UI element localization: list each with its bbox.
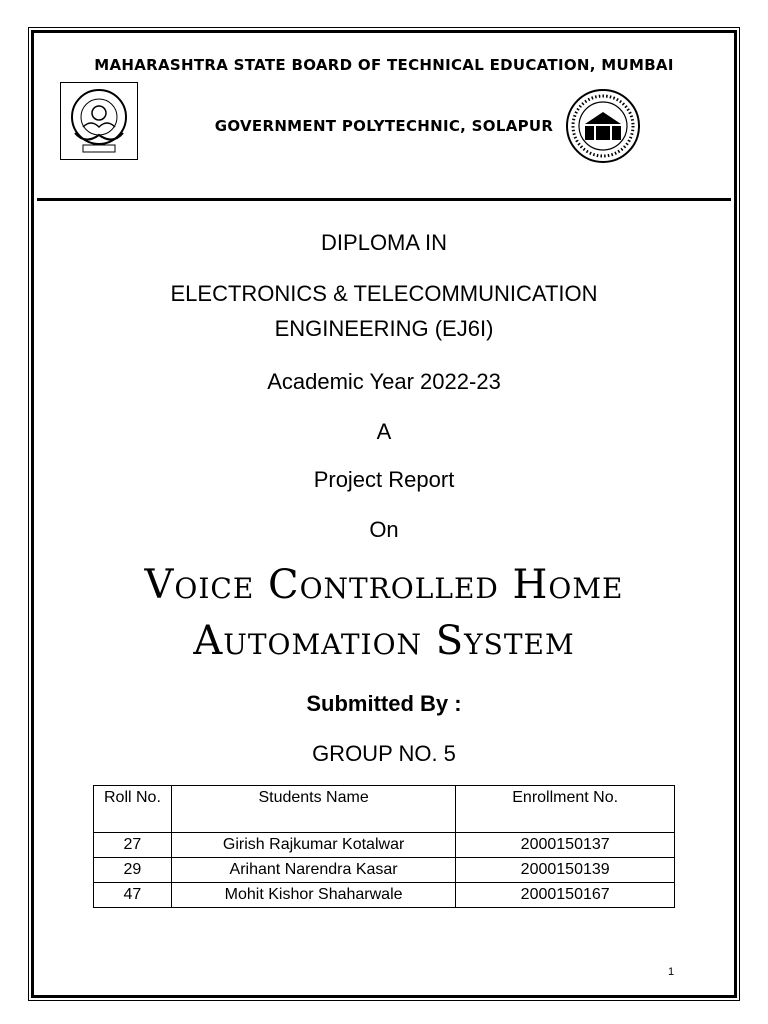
roll-no: 29 xyxy=(94,858,172,883)
college-name: GOVERNMENT POLYTECHNIC, SOLAPUR xyxy=(214,117,554,135)
header-student-name: Students Name xyxy=(171,786,455,833)
group-number: GROUP NO. 5 xyxy=(312,741,456,766)
article-a: A xyxy=(376,419,392,444)
roll-no: 27 xyxy=(94,833,172,858)
students-table xyxy=(93,785,675,908)
on-label: On xyxy=(369,517,399,542)
academic-year: Academic Year 2022-23 xyxy=(267,369,501,394)
student-name: Mohit Kishor Shaharwale xyxy=(171,883,455,908)
page-number: 1 xyxy=(668,966,675,978)
enrollment-no: 2000150137 xyxy=(456,833,675,858)
header-enrollment-no: Enrollment No. xyxy=(456,786,675,833)
table-row xyxy=(94,883,675,908)
enrollment-no: 2000150139 xyxy=(456,858,675,883)
table-row xyxy=(94,833,675,858)
msbte-seal xyxy=(565,88,641,164)
header-roll-no: Roll No. xyxy=(94,786,172,833)
branch-line-1: ELECTRONICS & TELECOMMUNICATION xyxy=(170,281,598,306)
board-name: MAHARASHTRA STATE BOARD OF TECHNICAL EDUCATION, MUMBAI xyxy=(94,56,674,74)
project-title-line-1: Voice Controlled Home xyxy=(144,562,624,608)
table-row xyxy=(94,858,675,883)
submitted-by: Submitted By : xyxy=(306,691,462,716)
enrollment-no: 2000150167 xyxy=(456,883,675,908)
report-type: Project Report xyxy=(313,467,455,492)
polytechnic-logo xyxy=(60,82,138,160)
branch-line-2: ENGINEERING (EJ6I) xyxy=(274,316,494,341)
diploma-label: DIPLOMA IN xyxy=(321,230,447,255)
student-name: Girish Rajkumar Kotalwar xyxy=(171,833,455,858)
roll-no: 47 xyxy=(94,883,172,908)
table-header-row xyxy=(94,786,675,833)
project-title-line-2: Automation System xyxy=(193,618,575,664)
student-name: Arihant Narendra Kasar xyxy=(171,858,455,883)
